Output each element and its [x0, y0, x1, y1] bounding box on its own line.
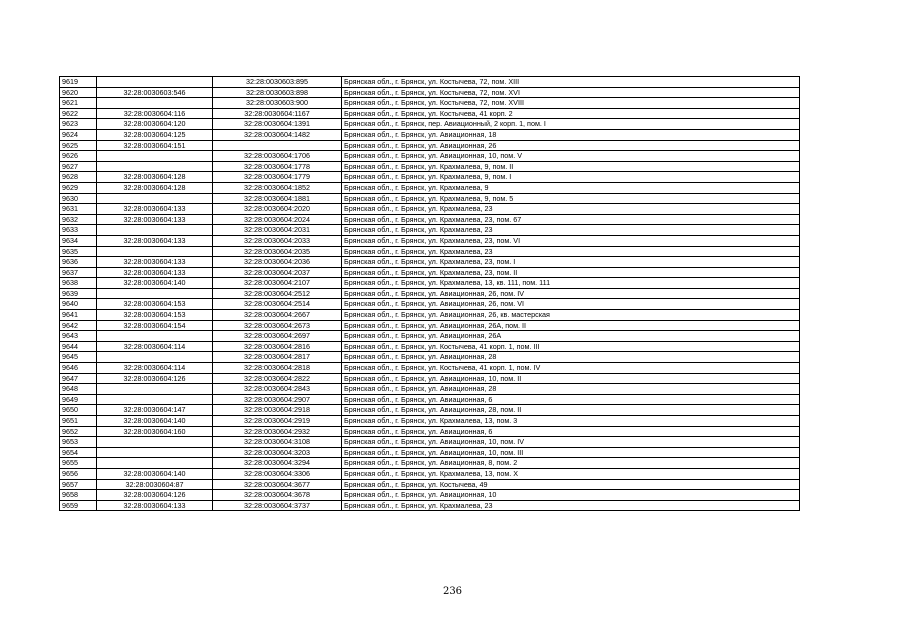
address-cell: Брянская обл., г. Брянск, ул. Авиационная, 10, пом. III — [342, 447, 800, 458]
row-number-cell: 9622 — [60, 108, 97, 119]
land-cadastral-number-cell — [97, 437, 213, 448]
object-cadastral-number-cell: 32:28:0030604:2818 — [213, 363, 342, 374]
address-cell: Брянская обл., г. Брянск, ул. Костычева, 72, пом. XIII — [342, 77, 800, 88]
land-cadastral-number-cell — [97, 458, 213, 469]
address-cell: Брянская обл., г. Брянск, ул. Авиационная, 26А, пом. II — [342, 320, 800, 331]
object-cadastral-number-cell: 32:28:0030604:2822 — [213, 373, 342, 384]
table-row — [60, 129, 800, 140]
table-row — [60, 288, 800, 299]
property-table-body — [60, 77, 800, 511]
table-row — [60, 373, 800, 384]
address-cell: Брянская обл., г. Брянск, ул. Крахмалева, 9, пом. I — [342, 172, 800, 183]
land-cadastral-number-cell: 32:28:0030604:140 — [97, 416, 213, 427]
land-cadastral-number-cell — [97, 447, 213, 458]
land-cadastral-number-cell: 32:28:0030604:147 — [97, 405, 213, 416]
table-row — [60, 172, 800, 183]
object-cadastral-number-cell: 32:28:0030604:1391 — [213, 119, 342, 130]
object-cadastral-number-cell: 32:28:0030604:2512 — [213, 288, 342, 299]
row-number-cell: 9645 — [60, 352, 97, 363]
object-cadastral-number-cell: 32:28:0030604:3108 — [213, 437, 342, 448]
address-cell: Брянская обл., г. Брянск, ул. Авиационная, 28 — [342, 384, 800, 395]
row-number-cell: 9640 — [60, 299, 97, 310]
land-cadastral-number-cell: 32:28:0030604:128 — [97, 172, 213, 183]
table-row — [60, 479, 800, 490]
table-row — [60, 151, 800, 162]
table-row — [60, 468, 800, 479]
row-number-cell: 9651 — [60, 416, 97, 427]
object-cadastral-number-cell: 32:28:0030604:1778 — [213, 161, 342, 172]
address-cell: Брянская обл., г. Брянск, ул. Крахмалева, 13, пом. X — [342, 468, 800, 479]
land-cadastral-number-cell: 32:28:0030604:133 — [97, 214, 213, 225]
land-cadastral-number-cell — [97, 161, 213, 172]
address-cell: Брянская обл., г. Брянск, ул. Авиационная, 10, пом. V — [342, 151, 800, 162]
row-number-cell: 9641 — [60, 310, 97, 321]
table-row — [60, 278, 800, 289]
land-cadastral-number-cell — [97, 98, 213, 109]
address-cell: Брянская обл., г. Брянск, ул. Крахмалева, 23 — [342, 204, 800, 215]
land-cadastral-number-cell: 32:28:0030603:546 — [97, 87, 213, 98]
page-number: 236 — [442, 586, 463, 597]
land-cadastral-number-cell — [97, 394, 213, 405]
address-cell: Брянская обл., г. Брянск, ул. Авиационная, 6 — [342, 426, 800, 437]
object-cadastral-number-cell: 32:28:0030604:3306 — [213, 468, 342, 479]
row-number-cell: 9638 — [60, 278, 97, 289]
address-cell: Брянская обл., г. Брянск, ул. Крахмалева, 23 — [342, 500, 800, 511]
object-cadastral-number-cell: 32:28:0030604:2673 — [213, 320, 342, 331]
object-cadastral-number-cell: 32:28:0030604:2035 — [213, 246, 342, 257]
table-row — [60, 490, 800, 501]
address-cell: Брянская обл., г. Брянск, ул. Авиационная, 26, кв. мастерская — [342, 310, 800, 321]
row-number-cell: 9634 — [60, 235, 97, 246]
row-number-cell: 9657 — [60, 479, 97, 490]
row-number-cell: 9630 — [60, 193, 97, 204]
object-cadastral-number-cell: 32:28:0030604:2843 — [213, 384, 342, 395]
object-cadastral-number-cell: 32:28:0030604:2932 — [213, 426, 342, 437]
address-cell: Брянская обл., г. Брянск, ул. Авиационная, 26А — [342, 331, 800, 342]
object-cadastral-number-cell: 32:28:0030604:2036 — [213, 257, 342, 268]
object-cadastral-number-cell: 32:28:0030604:2037 — [213, 267, 342, 278]
table-row — [60, 182, 800, 193]
row-number-cell: 9620 — [60, 87, 97, 98]
object-cadastral-number-cell: 32:28:0030604:2697 — [213, 331, 342, 342]
land-cadastral-number-cell — [97, 151, 213, 162]
address-cell: Брянская обл., г. Брянск, ул. Авиационная, 18 — [342, 129, 800, 140]
row-number-cell: 9650 — [60, 405, 97, 416]
land-cadastral-number-cell — [97, 288, 213, 299]
land-cadastral-number-cell: 32:28:0030604:126 — [97, 373, 213, 384]
address-cell: Брянская обл., г. Брянск, ул. Крахмалева, 9, пом. 5 — [342, 193, 800, 204]
table-row — [60, 161, 800, 172]
row-number-cell: 9632 — [60, 214, 97, 225]
table-row — [60, 87, 800, 98]
land-cadastral-number-cell: 32:28:0030604:154 — [97, 320, 213, 331]
row-number-cell: 9637 — [60, 267, 97, 278]
address-cell: Брянская обл., г. Брянск, ул. Авиационная, 26, пом. IV — [342, 288, 800, 299]
land-cadastral-number-cell: 32:28:0030604:116 — [97, 108, 213, 119]
row-number-cell: 9644 — [60, 341, 97, 352]
address-cell: Брянская обл., г. Брянск, пер. Авиационный, 2 корп. 1, пом. I — [342, 119, 800, 130]
object-cadastral-number-cell: 32:28:0030604:3737 — [213, 500, 342, 511]
land-cadastral-number-cell: 32:28:0030604:125 — [97, 129, 213, 140]
object-cadastral-number-cell: 32:28:0030604:3203 — [213, 447, 342, 458]
object-cadastral-number-cell: 32:28:0030603:900 — [213, 98, 342, 109]
table-row — [60, 331, 800, 342]
address-cell: Брянская обл., г. Брянск, ул. Костычева, 41 корп. 1, пом. IV — [342, 363, 800, 374]
table-row — [60, 394, 800, 405]
object-cadastral-number-cell: 32:28:0030604:3294 — [213, 458, 342, 469]
table-row — [60, 458, 800, 469]
land-cadastral-number-cell — [97, 77, 213, 88]
address-cell: Брянская обл., г. Брянск, ул. Авиационная, 6 — [342, 394, 800, 405]
object-cadastral-number-cell: 32:28:0030604:2919 — [213, 416, 342, 427]
address-cell: Брянская обл., г. Брянск, ул. Авиационная, 26, пом. VI — [342, 299, 800, 310]
table-row — [60, 235, 800, 246]
land-cadastral-number-cell: 32:28:0030604:153 — [97, 310, 213, 321]
land-cadastral-number-cell: 32:28:0030604:140 — [97, 278, 213, 289]
object-cadastral-number-cell: 32:28:0030604:2817 — [213, 352, 342, 363]
table-row — [60, 77, 800, 88]
land-cadastral-number-cell — [97, 331, 213, 342]
object-cadastral-number-cell: 32:28:0030604:2031 — [213, 225, 342, 236]
address-cell: Брянская обл., г. Брянск, ул. Костычева, 41 корп. 2 — [342, 108, 800, 119]
address-cell: Брянская обл., г. Брянск, ул. Крахмалева, 9 — [342, 182, 800, 193]
object-cadastral-number-cell: 32:28:0030603:898 — [213, 87, 342, 98]
table-row — [60, 447, 800, 458]
table-row — [60, 267, 800, 278]
row-number-cell: 9626 — [60, 151, 97, 162]
address-cell: Брянская обл., г. Брянск, ул. Крахмалева, 23, пом. VI — [342, 235, 800, 246]
address-cell: Брянская обл., г. Брянск, ул. Костычева, 72, пом. XVI — [342, 87, 800, 98]
object-cadastral-number-cell: 32:28:0030604:1167 — [213, 108, 342, 119]
table-row — [60, 500, 800, 511]
row-number-cell: 9659 — [60, 500, 97, 511]
object-cadastral-number-cell: 32:28:0030604:1482 — [213, 129, 342, 140]
object-cadastral-number-cell: 32:28:0030604:3678 — [213, 490, 342, 501]
address-cell: Брянская обл., г. Брянск, ул. Авиационная, 28 — [342, 352, 800, 363]
table-row — [60, 416, 800, 427]
address-cell: Брянская обл., г. Брянск, ул. Крахмалева, 23 — [342, 246, 800, 257]
address-cell: Брянская обл., г. Брянск, ул. Крахмалева, 23, пом. II — [342, 267, 800, 278]
object-cadastral-number-cell: 32:28:0030604:3677 — [213, 479, 342, 490]
land-cadastral-number-cell: 32:28:0030604:133 — [97, 235, 213, 246]
row-number-cell: 9653 — [60, 437, 97, 448]
property-table — [59, 76, 800, 511]
row-number-cell: 9629 — [60, 182, 97, 193]
address-cell: Брянская обл., г. Брянск, ул. Крахмалева, 23 — [342, 225, 800, 236]
land-cadastral-number-cell: 32:28:0030604:133 — [97, 204, 213, 215]
address-cell: Брянская обл., г. Брянск, ул. Крахмалева, 13, пом. 3 — [342, 416, 800, 427]
table-row — [60, 299, 800, 310]
land-cadastral-number-cell: 32:28:0030604:133 — [97, 500, 213, 511]
object-cadastral-number-cell: 32:28:0030604:2667 — [213, 310, 342, 321]
address-cell: Брянская обл., г. Брянск, ул. Крахмалева, 23, пом. 67 — [342, 214, 800, 225]
address-cell: Брянская обл., г. Брянск, ул. Крахмалева, 9, пом. II — [342, 161, 800, 172]
row-number-cell: 9623 — [60, 119, 97, 130]
row-number-cell: 9624 — [60, 129, 97, 140]
land-cadastral-number-cell: 32:28:0030604:128 — [97, 182, 213, 193]
table-row — [60, 363, 800, 374]
table-row — [60, 119, 800, 130]
table-row — [60, 384, 800, 395]
address-cell: Брянская обл., г. Брянск, ул. Костычева, 41 корп. 1, пом. III — [342, 341, 800, 352]
object-cadastral-number-cell — [213, 140, 342, 151]
table-row — [60, 140, 800, 151]
table-row — [60, 352, 800, 363]
object-cadastral-number-cell: 32:28:0030604:2918 — [213, 405, 342, 416]
row-number-cell: 9619 — [60, 77, 97, 88]
table-row — [60, 437, 800, 448]
row-number-cell: 9654 — [60, 447, 97, 458]
row-number-cell: 9635 — [60, 246, 97, 257]
object-cadastral-number-cell: 32:28:0030604:1706 — [213, 151, 342, 162]
object-cadastral-number-cell: 32:28:0030604:2033 — [213, 235, 342, 246]
table-row — [60, 98, 800, 109]
land-cadastral-number-cell: 32:28:0030604:87 — [97, 479, 213, 490]
row-number-cell: 9627 — [60, 161, 97, 172]
row-number-cell: 9639 — [60, 288, 97, 299]
land-cadastral-number-cell — [97, 193, 213, 204]
object-cadastral-number-cell: 32:28:0030604:1881 — [213, 193, 342, 204]
address-cell: Брянская обл., г. Брянск, ул. Авиационная, 26 — [342, 140, 800, 151]
table-row — [60, 204, 800, 215]
object-cadastral-number-cell: 32:28:0030603:895 — [213, 77, 342, 88]
row-number-cell: 9628 — [60, 172, 97, 183]
table-row — [60, 320, 800, 331]
land-cadastral-number-cell: 32:28:0030604:151 — [97, 140, 213, 151]
land-cadastral-number-cell: 32:28:0030604:114 — [97, 341, 213, 352]
row-number-cell: 9652 — [60, 426, 97, 437]
row-number-cell: 9655 — [60, 458, 97, 469]
address-cell: Брянская обл., г. Брянск, ул. Авиационная, 10, пом. IV — [342, 437, 800, 448]
land-cadastral-number-cell — [97, 384, 213, 395]
land-cadastral-number-cell: 32:28:0030604:114 — [97, 363, 213, 374]
object-cadastral-number-cell: 32:28:0030604:2107 — [213, 278, 342, 289]
address-cell: Брянская обл., г. Брянск, ул. Костычева, 49 — [342, 479, 800, 490]
land-cadastral-number-cell: 32:28:0030604:140 — [97, 468, 213, 479]
table-row — [60, 426, 800, 437]
object-cadastral-number-cell: 32:28:0030604:2020 — [213, 204, 342, 215]
address-cell: Брянская обл., г. Брянск, ул. Костычева, 72, пом. XVIII — [342, 98, 800, 109]
row-number-cell: 9646 — [60, 363, 97, 374]
table-row — [60, 310, 800, 321]
table-row — [60, 193, 800, 204]
row-number-cell: 9648 — [60, 384, 97, 395]
table-row — [60, 405, 800, 416]
row-number-cell: 9636 — [60, 257, 97, 268]
address-cell: Брянская обл., г. Брянск, ул. Авиационная, 28, пом. II — [342, 405, 800, 416]
table-row — [60, 225, 800, 236]
object-cadastral-number-cell: 32:28:0030604:1779 — [213, 172, 342, 183]
table-row — [60, 108, 800, 119]
row-number-cell: 9649 — [60, 394, 97, 405]
object-cadastral-number-cell: 32:28:0030604:1852 — [213, 182, 342, 193]
row-number-cell: 9631 — [60, 204, 97, 215]
land-cadastral-number-cell: 32:28:0030604:126 — [97, 490, 213, 501]
object-cadastral-number-cell: 32:28:0030604:2907 — [213, 394, 342, 405]
table-row — [60, 214, 800, 225]
address-cell: Брянская обл., г. Брянск, ул. Крахмалева, 23, пом. I — [342, 257, 800, 268]
row-number-cell: 9642 — [60, 320, 97, 331]
table-row — [60, 341, 800, 352]
address-cell: Брянская обл., г. Брянск, ул. Авиационная, 10, пом. II — [342, 373, 800, 384]
land-cadastral-number-cell: 32:28:0030604:133 — [97, 257, 213, 268]
object-cadastral-number-cell: 32:28:0030604:2816 — [213, 341, 342, 352]
land-cadastral-number-cell — [97, 225, 213, 236]
land-cadastral-number-cell — [97, 352, 213, 363]
row-number-cell: 9658 — [60, 490, 97, 501]
table-row — [60, 257, 800, 268]
row-number-cell: 9647 — [60, 373, 97, 384]
object-cadastral-number-cell: 32:28:0030604:2024 — [213, 214, 342, 225]
row-number-cell: 9633 — [60, 225, 97, 236]
land-cadastral-number-cell: 32:28:0030604:153 — [97, 299, 213, 310]
row-number-cell: 9656 — [60, 468, 97, 479]
address-cell: Брянская обл., г. Брянск, ул. Крахмалева, 13, кв. 111, пом. 111 — [342, 278, 800, 289]
table-row — [60, 246, 800, 257]
land-cadastral-number-cell: 32:28:0030604:160 — [97, 426, 213, 437]
row-number-cell: 9621 — [60, 98, 97, 109]
row-number-cell: 9643 — [60, 331, 97, 342]
object-cadastral-number-cell: 32:28:0030604:2514 — [213, 299, 342, 310]
row-number-cell: 9625 — [60, 140, 97, 151]
land-cadastral-number-cell: 32:28:0030604:133 — [97, 267, 213, 278]
address-cell: Брянская обл., г. Брянск, ул. Авиационная, 8, пом. 2 — [342, 458, 800, 469]
land-cadastral-number-cell — [97, 246, 213, 257]
land-cadastral-number-cell: 32:28:0030604:120 — [97, 119, 213, 130]
address-cell: Брянская обл., г. Брянск, ул. Авиационная, 10 — [342, 490, 800, 501]
